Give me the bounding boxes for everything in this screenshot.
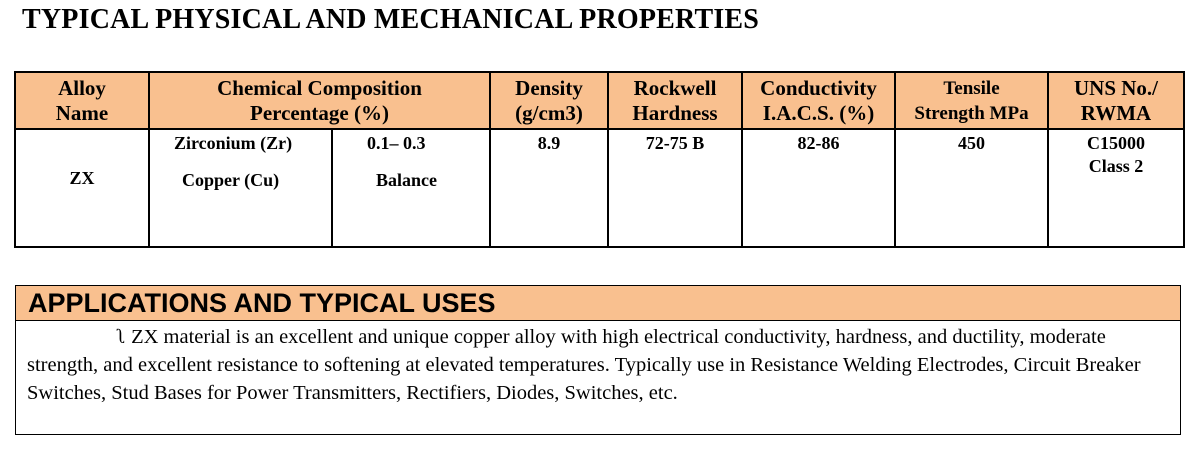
applications-text: ʅ ZX material is an excellent and unique copper alloy with high electrical conductivity, hardness, and ductility, moderate strength, and excellent resistance to softening at elevated temperatures. Typically use in Resistance Welding Electrodes, Circuit Breaker Switches, Stud Bases for Power Transmitters, Rectifiers, Diodes, Switches, etc. <box>27 326 1141 404</box>
rockwell-cell: 72-75 B <box>608 129 742 247</box>
header-tensile-strength: Tensile Strength MPa <box>895 72 1048 129</box>
density-cell: 8.9 <box>490 129 608 247</box>
composition-divider <box>331 130 333 246</box>
percentage-zirconium: 0.1– 0.3 <box>367 133 426 153</box>
alloy-name-cell: ZX <box>15 129 149 247</box>
header-uns-rwma: UNS No./ RWMA <box>1048 72 1184 129</box>
percentage-copper: Balance <box>376 170 437 190</box>
conductivity-cell: 82-86 <box>742 129 895 247</box>
header-chemical-composition: Chemical Composition Percentage (%) <box>149 72 490 129</box>
applications-section <box>15 285 1181 435</box>
element-zirconium: Zirconium (Zr) <box>174 133 293 153</box>
composition-cell <box>149 129 490 247</box>
header-density: Density (g/cm3) <box>490 72 608 129</box>
properties-table <box>14 71 1185 248</box>
header-alloy-name: Alloy Name <box>15 72 149 129</box>
header-rockwell-hardness: Rockwell Hardness <box>608 72 742 129</box>
element-copper: Copper (Cu) <box>182 170 280 190</box>
tensile-cell: 450 <box>895 129 1048 247</box>
page-title: TYPICAL PHYSICAL AND MECHANICAL PROPERTIES <box>22 4 760 35</box>
applications-heading: APPLICATIONS AND TYPICAL USES <box>16 286 1180 321</box>
table-row <box>15 129 1184 247</box>
header-row <box>15 72 1184 129</box>
header-conductivity: Conductivity I.A.C.S. (%) <box>742 72 895 129</box>
uns-cell: C15000 Class 2 <box>1048 129 1184 247</box>
bullet-icon: ʅ <box>117 326 126 348</box>
